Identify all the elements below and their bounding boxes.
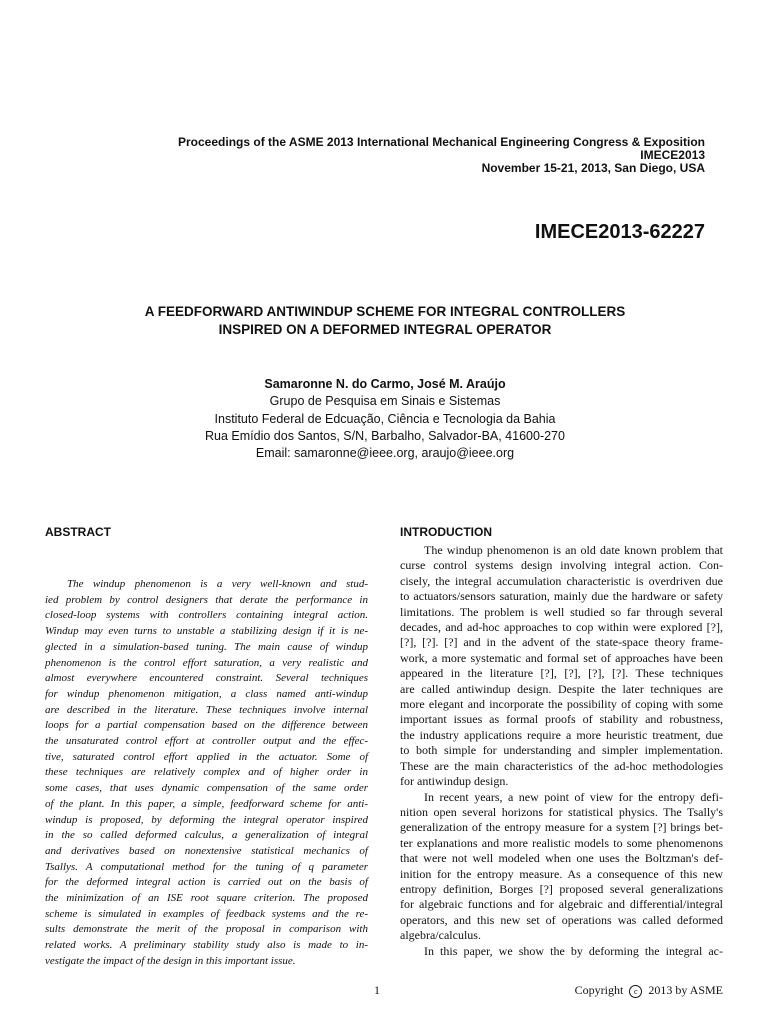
intro-line: to actuators/sensors saturation, mainly due the hardware or safety xyxy=(400,589,723,604)
intro-line: inition for the entropy measure. As a consequence of this new xyxy=(400,866,723,881)
author-email: Email: samaronne@ieee.org, araujo@ieee.org xyxy=(255,446,515,461)
abstract-line: some cases, that uses dynamic compensation of the same order xyxy=(45,782,368,795)
intro-line: ter explanations and more realistic models to some phenomenons xyxy=(400,835,723,850)
abstract-line: vestigate the impact of the design in this important issue. xyxy=(45,954,296,967)
intro-line: limitations. The problem is well studied so far through several xyxy=(400,604,723,619)
abstract-line: phenomenon is the control effort saturation, a very realistic and xyxy=(45,656,368,669)
abstract-line: these techniques are relatively complex and of higher order in xyxy=(45,766,368,779)
title-line-2: INSPIRED ON A DEFORMED INTEGRAL OPERATOR xyxy=(218,322,552,337)
intro-line: generalization of the entropy measure for a system [?] brings bet- xyxy=(400,820,723,835)
abstract-heading: ABSTRACT xyxy=(45,525,111,539)
intro-line: curse control systems design involving integral action. Con- xyxy=(400,558,723,573)
abstract-line: closed-loop systems with controllers containing integral action. xyxy=(45,609,368,622)
author-names: Samaronne N. do Carmo, José M. Araújo xyxy=(264,377,506,391)
conference-dates-location: November 15-21, 2013, San Diego, USA xyxy=(481,161,705,175)
page-number: 1 xyxy=(374,983,380,997)
copyright-symbol: c xyxy=(629,985,642,998)
intro-line: In this paper, we show the by deforming the integral ac- xyxy=(424,943,723,958)
copyright-prefix: Copyright xyxy=(574,983,624,997)
intro-line: more elegant and incorporate the possibility of coping with some xyxy=(400,697,723,712)
affiliation-line: Instituto Federal de Edcuação, Ciência e Tecnologia da Bahia xyxy=(214,411,556,426)
conference-name: IMECE2013 xyxy=(640,148,705,162)
abstract-line: of the plant. In this paper, a simple, feedforward scheme for anti- xyxy=(45,797,368,810)
copyright-suffix: 2013 by ASME xyxy=(648,983,723,997)
abstract-line: the minimization of an ISE root square criterion. The proposed xyxy=(45,892,368,905)
abstract-line: loops for a partial compensation based on the difference between xyxy=(45,719,368,732)
paper-title xyxy=(60,303,710,339)
abstract-body xyxy=(45,577,368,970)
abstract-line: The windup phenomenon is a very well-known and stud- xyxy=(67,578,368,590)
abstract-line: are described in the literature. These techniques involve internal xyxy=(45,703,368,716)
abstract-line: windup is proposed, by deforming the integral operator inspired xyxy=(45,813,368,826)
introduction-body xyxy=(400,543,723,959)
intro-line: for algebraic functions and for algebraic and differential/integral xyxy=(400,897,723,912)
abstract-line: the unsaturated control effort at controller output and the effec- xyxy=(45,735,368,748)
intro-line: entropy definition, Borges [?] proposed several generalizations xyxy=(400,881,723,896)
intro-line: are called antiwindup design. Despite the later techniques are xyxy=(400,681,723,696)
intro-line: appeared in the literature [?], [?], [?], [?]. These techniques xyxy=(400,666,723,681)
abstract-line: Windup may even turns to unstable a stabilizing design if it is ne- xyxy=(45,625,368,638)
paper-id: IMECE2013-62227 xyxy=(534,221,705,243)
abstract-line: almost everywhere encountered constraint. Several techniques xyxy=(45,672,368,685)
intro-line: for antiwindup design. xyxy=(400,774,509,789)
intro-line: the industry applications require a more heuristic treatment, due xyxy=(400,727,723,742)
proceedings-title: Proceedings of the ASME 2013 International Mechanical Engineering Congress & Exposition xyxy=(178,135,705,149)
intro-line: decades, and ad-hoc approaches to cop within were explored [?], xyxy=(400,620,723,635)
abstract-line: for windup phenomenon mitigation, a class named anti-windup xyxy=(45,687,368,700)
intro-line: [?], [?]. [?] and in the advent of the state-space theory frame- xyxy=(400,635,723,650)
intro-line: These are the main characteristics of the ad-hoc methodologies xyxy=(400,758,723,773)
copyright-notice xyxy=(540,983,723,998)
intro-line: The windup phenomenon is an old date known problem that xyxy=(424,543,723,557)
affiliation-line: Rua Emídio dos Santos, S/N, Barbalho, Salvador-BA, 41600-270 xyxy=(205,428,565,443)
intro-line: important issues as formal proofs of stability and robustness, xyxy=(400,712,723,727)
abstract-line: ied problem by control designers that derate the performance in xyxy=(45,593,368,606)
introduction-heading: INTRODUCTION xyxy=(400,525,492,539)
intro-line: that were not well modeled when one uses the Boltzman's def- xyxy=(400,851,723,866)
abstract-line: related works. A preliminary stability study also is made to in- xyxy=(45,939,368,952)
abstract-line: in the so called deformed calculus, a generalization of integral xyxy=(45,829,368,842)
author-block xyxy=(60,376,710,462)
title-line-1: A FEEDFORWARD ANTIWINDUP SCHEME FOR INTEGRAL CONTROLLERS xyxy=(144,304,626,319)
intro-line: In recent years, a new point of view for the entropy defi- xyxy=(424,789,723,804)
abstract-line: tive, saturated control effort applied in the actuator. Some of xyxy=(45,750,368,763)
intro-line: operators, and this new set of operations was called deformed xyxy=(400,912,723,927)
abstract-line: glected in a simulation-based tuning. The main cause of windup xyxy=(45,640,368,653)
proceedings-header xyxy=(60,136,705,175)
intro-line: to both simple for understanding and simpler implementation. xyxy=(400,743,723,758)
abstract-line: sults demonstrate the merit of the proposal in comparison with xyxy=(45,923,368,936)
abstract-line: and derivatives based on nonextensive statistical mechanics of xyxy=(45,844,368,857)
intro-line: work, a more systematic and formal set of approaches have been xyxy=(400,650,723,665)
intro-line: algebra/calculus. xyxy=(400,928,481,943)
affiliation-line: Grupo de Pesquisa em Sinais e Sistemas xyxy=(269,394,501,409)
intro-line: nition open several horizons for statistical physics. The Tsally's xyxy=(400,804,723,819)
abstract-line: for the deformed integral action is carried out on the basis of xyxy=(45,876,368,889)
intro-line: cisely, the integral accumulation characteristic is overdriven due xyxy=(400,573,723,588)
abstract-line: scheme is simulated in examples of feedback systems and the re- xyxy=(45,907,368,920)
abstract-line: Tsallys. A computational method for the tuning of q parameter xyxy=(45,860,368,873)
